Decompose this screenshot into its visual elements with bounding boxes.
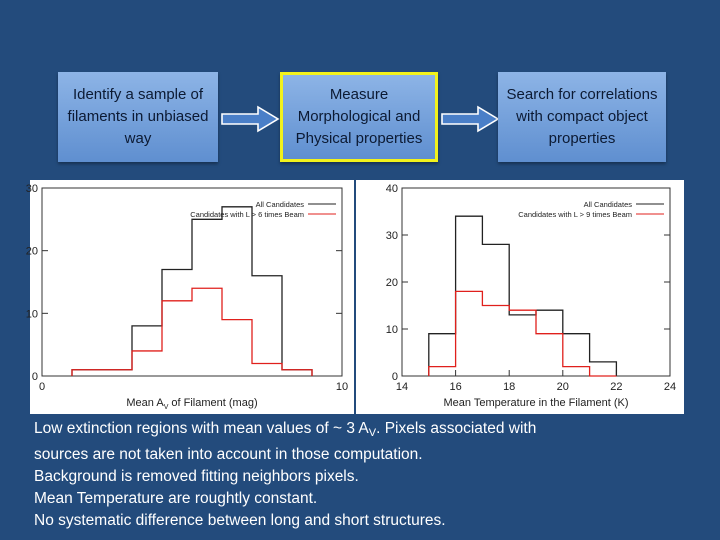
flow-step-search-text: Search for correlations with compact object properties <box>506 86 658 147</box>
histogram-series-line <box>72 288 312 376</box>
caption-line-3: Background is removed fitting neighbors pixels. <box>34 468 359 485</box>
flow-step-measure-text: Measure Morphological and Physical properties <box>295 86 423 147</box>
x-axis-label: Mean Temperature in the Filament (K) <box>443 397 629 409</box>
legend-label: Candidates with L > 6 times Beam <box>190 210 304 219</box>
caption-line-5: No systematic difference between long and short structures. <box>34 512 446 529</box>
x-tick-label: 22 <box>610 381 623 393</box>
caption-line-1-start: Low extinction regions with mean values of ~ 3 A <box>34 420 369 437</box>
x-tick-label: 10 <box>335 381 349 393</box>
x-tick-label: 14 <box>395 381 409 393</box>
caption-line-1 <box>34 418 704 444</box>
right-arrow-icon <box>220 104 280 134</box>
slide-caption <box>34 418 704 532</box>
extinction-histogram-panel <box>25 180 354 414</box>
temperature-histogram-panel <box>356 180 684 414</box>
flow-step-identify <box>58 72 218 162</box>
x-tick-label: 16 <box>449 381 462 393</box>
caption-line-4: Mean Temperature are roughtly constant. <box>34 490 318 507</box>
legend-label: All Candidates <box>583 200 632 209</box>
y-tick-label: 20 <box>25 245 38 258</box>
caption-line-2: sources are not taken into account in those computation. <box>34 446 423 463</box>
temperature-histogram <box>356 180 684 414</box>
y-tick-label: 10 <box>385 324 398 336</box>
right-arrow-icon <box>440 104 500 134</box>
x-tick-label: 18 <box>503 381 516 393</box>
x-tick-label: 0 <box>38 381 46 393</box>
legend-label: All Candidates <box>255 200 304 209</box>
x-tick-label: 24 <box>663 381 677 393</box>
x-tick-label: 20 <box>556 381 569 393</box>
flow-step-search <box>498 72 666 162</box>
y-tick-label: 0 <box>31 371 38 383</box>
caption-line-1-subscript: V <box>368 427 377 439</box>
x-axis-label: Mean $A_V$ of Filament (mag) <box>126 397 258 411</box>
y-tick-label: 0 <box>391 371 398 383</box>
flow-step-identify-text: Identify a sample of filaments in unbiased way <box>67 86 209 147</box>
y-tick-label: 10 <box>25 308 38 321</box>
y-tick-label: 20 <box>385 277 398 289</box>
extinction-histogram <box>25 180 354 414</box>
y-tick-label: 30 <box>25 183 38 195</box>
legend-label: Candidates with L > 9 times Beam <box>518 210 632 219</box>
y-tick-label: 40 <box>385 183 398 195</box>
caption-line-1-end: . Pixels associated with <box>376 420 537 437</box>
y-tick-label: 30 <box>385 230 398 242</box>
histogram-series-line <box>429 216 617 376</box>
flow-step-measure <box>280 72 438 162</box>
